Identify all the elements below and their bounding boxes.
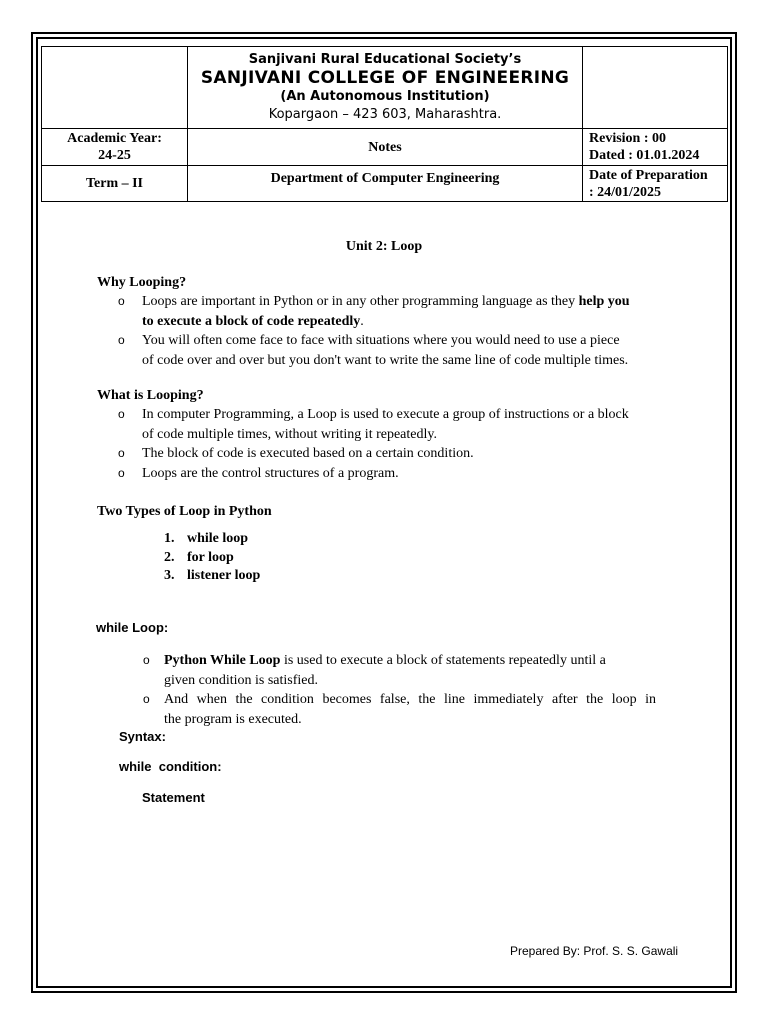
item-text: of code over and over but you don't want to write the same line of code multiple times. <box>142 352 629 368</box>
types-list <box>164 530 260 586</box>
item-text: given condition is satisfied. <box>164 672 318 688</box>
list-item <box>97 405 697 444</box>
bullet: o <box>118 294 125 308</box>
doc-type: Notes <box>188 129 583 166</box>
prep-value: : 24/01/2025 <box>589 184 661 200</box>
item-text: listener loop <box>187 568 261 583</box>
bullet: o <box>118 407 125 421</box>
institution-block <box>188 47 583 129</box>
header-table <box>41 46 728 202</box>
item-text: And when the condition becomes false, the line immediately after the loop in <box>164 692 656 707</box>
list-item <box>97 292 697 331</box>
revision: Revision : 00 <box>589 131 666 146</box>
blank-cell <box>583 47 728 129</box>
college-name: SANJIVANI COLLEGE OF ENGINEERING <box>200 68 570 88</box>
autonomous-label: (An Autonomous Institution) <box>280 89 490 104</box>
item-number: 3. <box>164 568 175 583</box>
list-item <box>97 464 697 484</box>
revision-cell <box>583 129 728 166</box>
item-text: . <box>360 313 364 329</box>
item-text: Loops are important in Python or in any other programming language as they <box>142 294 579 309</box>
item-bold: Python While Loop <box>164 653 281 668</box>
dated: Dated : 01.01.2024 <box>589 148 700 163</box>
item-bold: help you <box>578 294 630 309</box>
academic-year-value: 24-25 <box>98 148 131 163</box>
item-bold: to execute a block of code repeatedly <box>142 313 361 329</box>
bullet: o <box>118 465 125 480</box>
department: Department of Computer Engineering <box>188 166 583 202</box>
item-text: of code multiple times, without writing it repeatedly. <box>142 426 437 442</box>
prep-label: Date of Preparation <box>589 167 708 183</box>
item-number: 1. <box>164 531 175 546</box>
college-address: Kopargaon – 423 603, Maharashtra. <box>268 107 502 122</box>
syntax-label: Syntax: <box>119 729 166 744</box>
academic-year-cell <box>42 129 188 166</box>
list-item <box>97 444 697 464</box>
list-item <box>97 690 697 729</box>
society-name: Sanjivani Rural Educational Society’s <box>248 52 522 67</box>
types-heading: Two Types of Loop in Python <box>97 504 272 519</box>
list-item <box>164 549 260 568</box>
unit-title: Unit 2: Loop <box>345 239 423 254</box>
list-item <box>97 331 697 370</box>
syntax-line-1: while condition: <box>119 759 222 774</box>
list-item <box>164 567 260 586</box>
item-text: In computer Programming, a Loop is used to execute a group of instructions or a block <box>142 407 629 422</box>
academic-year-label: Academic Year: <box>67 131 162 146</box>
bullet: o <box>143 653 150 667</box>
item-text: is used to execute a block of statements repeatedly until a <box>280 653 606 668</box>
prepared-by: Prepared By: Prof. S. S. Gawali <box>510 944 679 958</box>
item-text: Loops are the control structures of a program. <box>142 465 399 481</box>
why-looping-heading: Why Looping? <box>97 275 187 290</box>
bullet: o <box>118 446 125 460</box>
item-text: while loop <box>187 531 249 546</box>
item-number: 2. <box>164 549 175 565</box>
item-text: for loop <box>187 549 234 565</box>
bullet: o <box>143 692 150 706</box>
what-is-looping-list <box>97 405 697 483</box>
list-item <box>97 651 697 690</box>
list-item <box>164 530 260 549</box>
while-loop-list <box>97 651 697 729</box>
while-loop-heading: while Loop: <box>96 620 169 635</box>
item-text: the program is executed. <box>164 711 302 727</box>
prep-cell <box>583 166 728 202</box>
bullet: o <box>118 333 125 347</box>
logo-cell <box>42 47 188 129</box>
term: Term – II <box>42 166 188 202</box>
syntax-line-2: Statement <box>142 790 205 805</box>
item-text: The block of code is executed based on a certain condition. <box>142 446 474 461</box>
what-is-looping-heading: What is Looping? <box>97 388 204 403</box>
item-text: You will often come face to face with situations where you would need to use a piece <box>142 333 620 348</box>
why-looping-list <box>97 292 697 370</box>
